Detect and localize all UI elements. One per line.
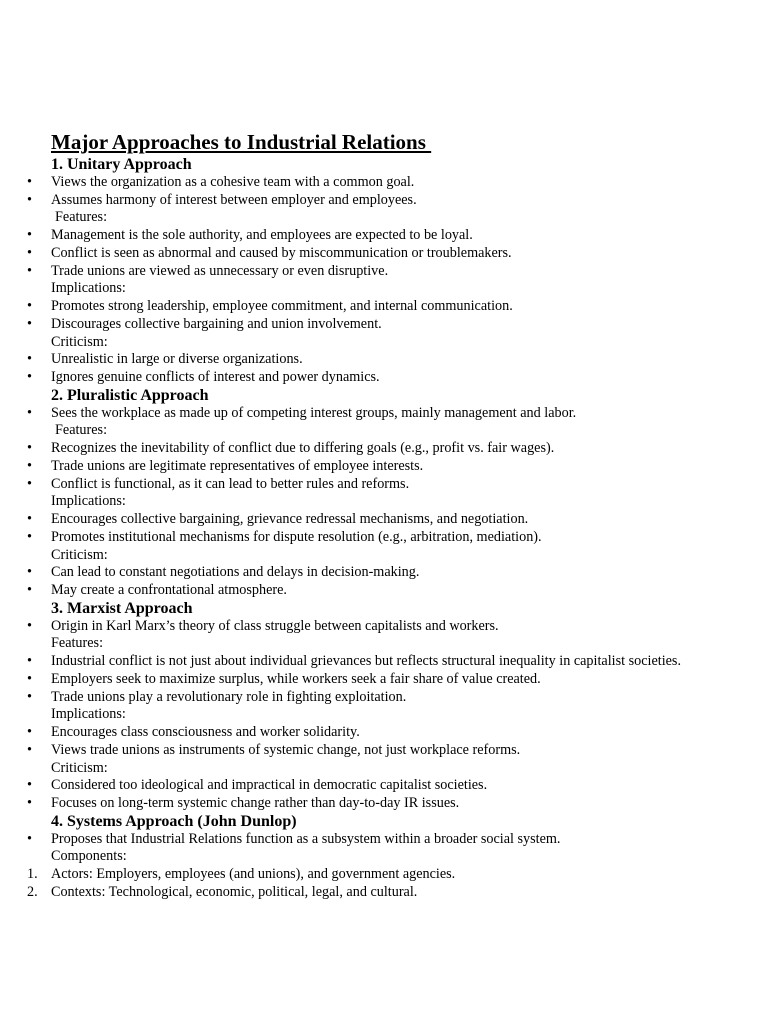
bullet-item [0,458,768,476]
section-heading [0,156,768,174]
subsection-label [0,848,768,866]
bullet-item [0,227,768,245]
bullet-icon: • [27,741,32,758]
line-text: Trade unions play a revolutionary role in fighting exploitation. [51,688,407,705]
bullet-icon: • [27,830,32,847]
line-text: Considered too ideological and impractical in democratic capitalist societies. [51,777,488,794]
bullet-icon: • [27,191,32,208]
line-text: Encourages class consciousness and worker solidarity. [51,724,360,740]
line-text: Origin in Karl Marx’s theory of class struggle between capitalists and workers. [51,617,499,634]
line-text: 4. Systems Approach (John Dunlop) [51,812,297,830]
subsection-label [0,334,768,352]
subsection-label [0,547,768,565]
line-text: Contexts: Technological, economic, political, legal, and cultural. [51,883,418,900]
line-text: Criticism: [51,333,108,350]
bullet-icon: • [27,404,32,421]
bullet-item [0,724,768,742]
bullet-item [0,529,768,547]
line-text: Trade unions are viewed as unnecessary or even disruptive. [51,262,389,279]
bullet-icon: • [27,724,32,740]
line-text: Features: [55,209,108,226]
line-text: Implications: [51,706,126,723]
line-text: Employers seek to maximize surplus, while workers seek a fair share of value created. [51,670,541,687]
line-text: Trade unions are legitimate representatives of employee interests. [51,457,424,474]
numbered-item [0,884,768,902]
subsection-label [0,635,768,653]
bullet-icon: • [27,315,32,332]
bullet-icon: • [27,244,32,261]
line-text: Unrealistic in large or diverse organizations. [51,351,303,368]
bullet-item [0,174,768,192]
bullet-icon: • [27,298,32,314]
line-text: Recognizes the inevitability of conflict due to differing goals (e.g., profit vs. fair wages). [51,440,555,456]
bullet-item [0,263,768,281]
bullet-item [0,582,768,600]
line-text: Conflict is seen as abnormal and caused by miscommunication or troublemakers. [51,244,512,261]
line-text: May create a confrontational atmosphere. [51,582,287,598]
subsection-label [0,760,768,778]
bullet-icon: • [27,670,32,687]
bullet-item [0,689,768,707]
bullet-item [0,405,768,423]
document-body [0,156,768,902]
bullet-item [0,671,768,689]
item-number: 1. [27,866,38,882]
subsection-label [0,493,768,511]
bullet-item [0,831,768,849]
bullet-item [0,777,768,795]
line-text: Features: [51,635,104,652]
bullet-item [0,511,768,529]
bullet-item [0,245,768,263]
line-text: Implications: [51,493,126,510]
subsection-label [0,209,768,227]
line-text: Actors: Employers, employees (and unions), and government agencies. [51,866,456,882]
bullet-icon: • [27,777,32,794]
bullet-item [0,316,768,334]
bullet-item [0,618,768,636]
subsection-label [0,422,768,440]
bullet-item [0,440,768,458]
line-text: Views the organization as a cohesive team with a common goal. [51,173,415,190]
bullet-icon: • [27,440,32,456]
line-text: Promotes institutional mechanisms for dispute resolution (e.g., arbitration, mediation). [51,528,542,545]
bullet-item [0,653,768,671]
line-text: Features: [55,422,108,439]
bullet-icon: • [27,227,32,243]
bullet-icon: • [27,617,32,634]
line-text: Management is the sole authority, and employees are expected to be loyal. [51,227,473,243]
line-text: Conflict is functional, as it can lead to better rules and reforms. [51,475,410,492]
bullet-item [0,369,768,387]
bullet-icon: • [27,795,32,811]
bullet-item [0,564,768,582]
item-number: 2. [27,883,38,900]
line-text: Proposes that Industrial Relations function as a subsystem within a broader social system. [51,830,561,847]
line-text: Can lead to constant negotiations and delays in decision-making. [51,564,420,581]
bullet-icon: • [27,351,32,368]
bullet-icon: • [27,369,32,385]
subsection-label [0,706,768,724]
bullet-item [0,795,768,813]
line-text: Implications: [51,280,126,297]
bullet-icon: • [27,511,32,527]
bullet-icon: • [27,688,32,705]
line-text: Discourages collective bargaining and union involvement. [51,315,382,332]
line-text: Criticism: [51,546,108,563]
section-heading [0,387,768,405]
bullet-icon: • [27,564,32,581]
line-text: Assumes harmony of interest between employer and employees. [51,191,417,208]
bullet-icon: • [27,173,32,190]
bullet-item [0,298,768,316]
line-text: Criticism: [51,759,108,776]
document-title: Major Approaches to Industrial Relations [51,130,432,154]
line-text: Ignores genuine conflicts of interest and power dynamics. [51,369,380,385]
section-heading [0,813,768,831]
line-text: Industrial conflict is not just about individual grievances but reflects structural inequality in capitalist societies. [51,653,681,669]
line-text: Promotes strong leadership, employee commitment, and internal communication. [51,298,513,314]
numbered-item [0,866,768,884]
bullet-icon: • [27,653,32,669]
line-text: 1. Unitary Approach [51,156,192,173]
bullet-icon: • [27,262,32,279]
bullet-icon: • [27,457,32,474]
bullet-item [0,476,768,494]
bullet-item [0,742,768,760]
line-text: 3. Marxist Approach [51,599,193,617]
bullet-icon: • [27,475,32,492]
subsection-label [0,280,768,298]
line-text: Views trade unions as instruments of systemic change, not just workplace reforms. [51,741,521,758]
bullet-icon: • [27,528,32,545]
bullet-icon: • [27,582,32,598]
section-heading [0,600,768,618]
line-text: Encourages collective bargaining, grievance redressal mechanisms, and negotiation. [51,511,529,527]
line-text: Components: [51,848,127,865]
line-text: Sees the workplace as made up of competing interest groups, mainly management and labor. [51,404,577,421]
line-text: Focuses on long-term systemic change rather than day-to-day IR issues. [51,795,460,811]
line-text: 2. Pluralistic Approach [51,386,209,404]
bullet-item [0,351,768,369]
bullet-item [0,192,768,210]
